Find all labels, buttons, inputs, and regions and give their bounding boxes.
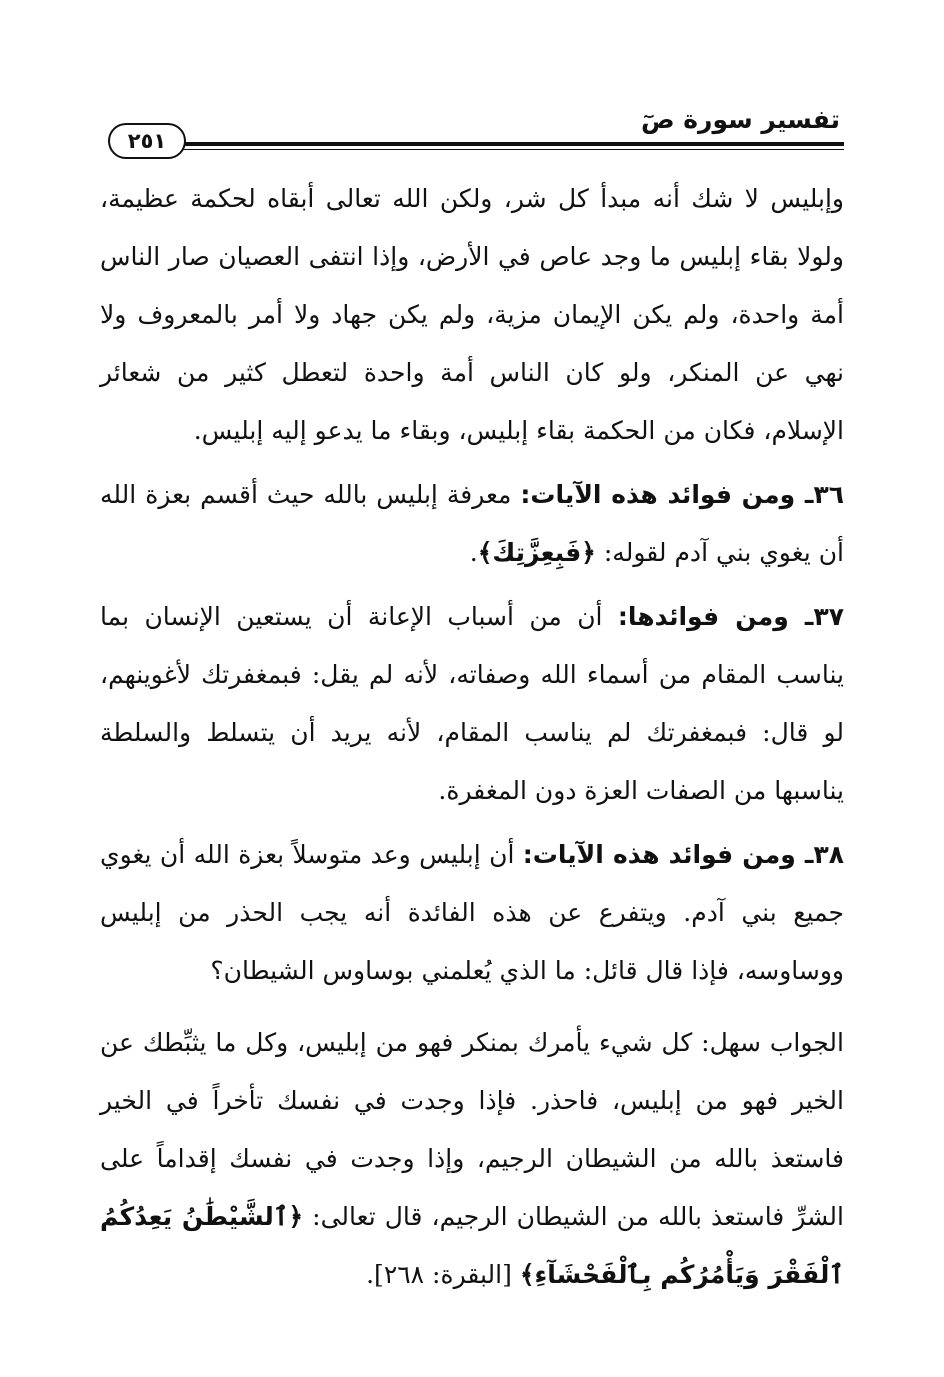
page-number: ٢٥١ xyxy=(108,123,186,159)
benefit-heading: ٣٧ـ ومن فوائدها: xyxy=(617,602,844,631)
quran-bracket-close: ﴾ xyxy=(519,1260,535,1289)
paragraph-text: معرفة إبليس بالله حيث أقسم بعزة الله أن يغوي بني آدم لقوله: xyxy=(100,480,844,567)
quran-verse: فَبِعِزَّتِكَ xyxy=(492,538,582,567)
paragraph-tail: . xyxy=(469,538,478,567)
paragraph-5 xyxy=(100,1014,844,1304)
header-rule-thin xyxy=(178,149,844,150)
paragraph-text: أن إبليس وعد متوسلاً بعزة الله أن يغوي جميع بني آدم. ويتفرع عن هذه الفائدة أنه يجب الحذر من إبليس ووساوسه، فإذا قال قائل: ما الذي يُعلمني بوساوس الشيطان؟ xyxy=(100,840,844,985)
paragraph-text: أن من أسباب الإعانة أن يستعين الإنسان بما يناسب المقام من أسماء الله وصفاته، لأنه لم يقل: فبمغفرتك لأغوينهم، لو قال: فبمغفرتك لم يناسب المقام، لأنه يريد أن يتسلط والسلطة يناسبها من الصفات العزة دون المغفرة. xyxy=(100,602,844,805)
paragraph-4 xyxy=(100,826,844,1000)
benefit-heading: ٣٦ـ ومن فوائد هذه الآيات: xyxy=(520,480,844,509)
paragraph-text: الجواب سهل: كل شيء يأمرك بمنكر فهو من إبليس، وكل ما يثبِّطك عن الخير فهو من إبليس، فاحذر. فإذا وجدت في نفسك تأخراً في الخير فاستعذ بالله من الشيطان الرجيم، وإذا وجدت في نفسك إقداماً على الشرِّ فاستعذ بالله من الشيطان الرجيم، قال تعالى: xyxy=(100,1028,844,1231)
paragraph-2 xyxy=(100,466,844,582)
benefit-heading: ٣٨ـ ومن فوائد هذه الآيات: xyxy=(522,840,844,869)
running-title: تفسير سورة صٓ xyxy=(640,105,840,134)
quran-bracket-open: ﴿ xyxy=(288,1202,304,1231)
paragraph-tail: [البقرة: ٢٦٨]. xyxy=(366,1260,520,1289)
body-text xyxy=(100,170,844,1310)
quran-verse: ٱلشَّيْطَٰنُ يَعِدُكُمُ ٱلْفَقْرَ وَيَأْمُرُكُم بِٱلْفَحْشَآءِ xyxy=(100,1202,844,1289)
paragraph-3 xyxy=(100,588,844,820)
quran-bracket-open: ﴿ xyxy=(581,538,596,567)
quran-bracket-close: ﴾ xyxy=(477,538,493,567)
paragraph-1 xyxy=(100,170,844,460)
header-rule xyxy=(178,142,844,146)
paragraph-text: وإبليس لا شك أنه مبدأ كل شر، ولكن الله تعالى أبقاه لحكمة عظيمة، ولولا بقاء إبليس ما وجد عاص في الأرض، وإذا انتفى العصيان صار الناس أمة واحدة، ولم يكن الإيمان مزية، ولم يكن جهاد ولا أمر بالمعروف ولا نهي عن المنكر، ولو كان الناس أمة واحدة لتعطل كثير من شعائر الإسلام، فكان من الحكمة بقاء إبليس، وبقاء ما يدعو إليه إبليس. xyxy=(100,184,844,445)
page-header xyxy=(100,95,844,165)
